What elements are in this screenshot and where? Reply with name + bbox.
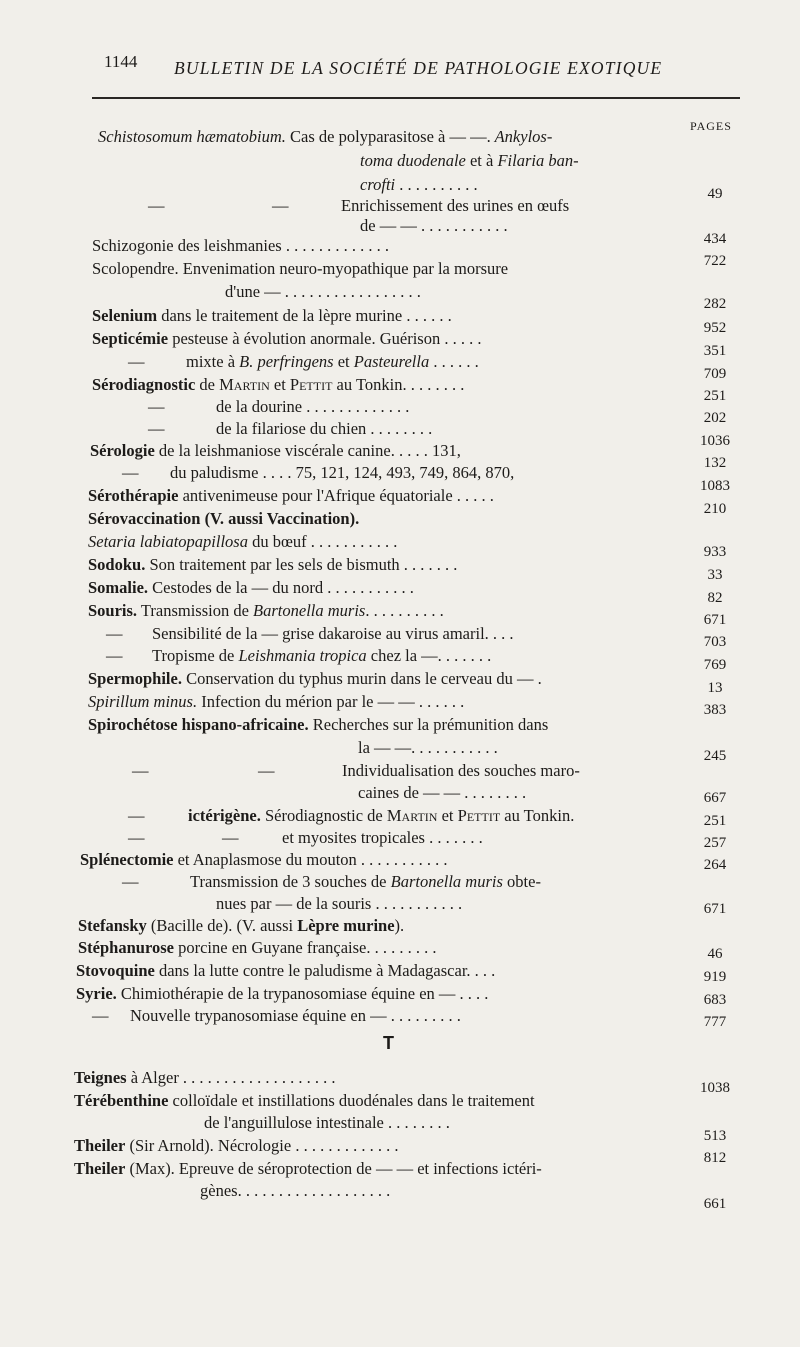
entry-line: Enrichissement des urines en œufs — [341, 196, 570, 215]
entry-line: Spirochétose hispano-africaine. Recherches sur la prémunition dans — [88, 715, 549, 734]
page-ref: 264 — [703, 857, 727, 873]
entry-dash: — — [128, 806, 145, 825]
page-ref: 82 — [707, 590, 723, 606]
entry-dash: — — [106, 646, 123, 665]
entry-dash: — — [258, 761, 275, 780]
entry-line: Somalie. Cestodes de la — du nord . . . . . . . . . . . — [88, 578, 414, 597]
entry-line: de la filariose du chien . . . . . . . . — [216, 419, 433, 438]
entry-line: Teignes à Alger . . . . . . . . . . . . . . . . . . . — [74, 1068, 336, 1087]
entry-line: Sodoku. Son traitement par les sels de bismuth . . . . . . . — [88, 555, 458, 574]
page-ref: 1036 — [700, 433, 730, 449]
pages-column-label: PAGES — [690, 119, 732, 133]
entry-line: ictérigène. Sérodiagnostic de Martin et Pettit au Tonkin. — [188, 806, 575, 825]
entry-line: Stefansky (Bacille de). (V. aussi Lèpre murine). — [78, 916, 405, 935]
page-ref: 667 — [703, 790, 727, 806]
entry-line: Theiler (Max). Epreuve de séroprotection de — — et infections ictéri- — [74, 1159, 542, 1178]
entry-line: Selenium dans le traitement de la lèpre murine . . . . . . — [92, 306, 452, 325]
page-ref: 671 — [703, 901, 727, 917]
entry-line: de l'anguillulose intestinale . . . . . . . . — [204, 1113, 450, 1132]
entry-dash: — — [92, 1006, 109, 1025]
entry-line: Stéphanurose porcine en Guyane française. . . . . . . . . — [78, 938, 437, 957]
entry-line: Individualisation des souches maro- — [342, 761, 580, 780]
page-ref: 513 — [703, 1128, 727, 1144]
entry-line: de la dourine . . . . . . . . . . . . . — [216, 397, 410, 416]
entry-line: Spirillum minus. Infection du mérion par le — — . . . . . . — [88, 692, 465, 711]
entry-line: et myosites tropicales . . . . . . . — [282, 828, 483, 847]
entry-line: crofti . . . . . . . . . . — [360, 175, 478, 194]
entry-line: toma duodenale et à Filaria ban- — [360, 151, 579, 170]
page-ref: 132 — [703, 455, 727, 471]
entry-line: Tropisme de Leishmania tropica chez la —. . . . . . . — [152, 646, 492, 665]
entry-line: Septicémie pesteuse à évolution anormale. Guérison . . . . . — [92, 329, 482, 348]
page-ref: 812 — [703, 1150, 727, 1166]
entry-line: Stovoquine dans la lutte contre le paludisme à Madagascar. . . . — [76, 961, 496, 980]
entry-dash: — — [128, 352, 145, 371]
page-ref: 245 — [703, 748, 727, 764]
page-ref: 1083 — [700, 478, 730, 494]
page-ref: 383 — [703, 702, 727, 718]
entry-dash: — — [122, 872, 139, 891]
page-ref: 46 — [707, 946, 723, 962]
page-ref: 709 — [703, 366, 727, 382]
page-ref: 33 — [707, 567, 723, 583]
entry-line: Sérovaccination (V. aussi Vaccination). — [88, 509, 360, 528]
entry-line: Térébenthine colloïdale et instillations duodénales dans le traitement — [74, 1091, 535, 1110]
page-ref: 13 — [707, 680, 723, 696]
page-ref: 671 — [703, 612, 727, 628]
entry-line: d'une — . . . . . . . . . . . . . . . . . — [225, 282, 421, 301]
entry-line: de — — . . . . . . . . . . . — [360, 216, 508, 235]
entry-line: nues par — de la souris . . . . . . . . . . . — [216, 894, 463, 913]
entry-dash: — — [122, 463, 139, 482]
page-ref: 202 — [703, 410, 727, 426]
entry-line: Sérothérapie antivenimeuse pour l'Afrique équatoriale . . . . . — [88, 486, 494, 505]
running-title: BULLETIN DE LA SOCIÉTÉ DE PATHOLOGIE EXOTIQUE — [174, 58, 663, 78]
page-ref: 251 — [703, 388, 727, 404]
entry-line: Setaria labiatopapillosa du bœuf . . . . . . . . . . . — [88, 532, 398, 551]
page-ref: 661 — [703, 1196, 727, 1212]
page-ref: 351 — [703, 343, 727, 359]
entry-line: du paludisme . . . . 75, 121, 124, 493, 749, 864, 870, — [170, 463, 515, 482]
entry-line: Sérologie de la leishmaniose viscérale canine. . . . . 131, — [90, 441, 461, 460]
entry-line: Splénectomie et Anaplasmose du mouton . . . . . . . . . . . — [80, 850, 448, 869]
page-ref: 722 — [703, 253, 727, 269]
entry-dash: — — [148, 397, 165, 416]
page-ref: 282 — [703, 296, 727, 312]
page-ref: 919 — [703, 969, 727, 985]
entry-line: Souris. Transmission de Bartonella muris. . . . . . . . . . — [88, 601, 444, 620]
page-ref: 769 — [703, 657, 727, 673]
page-ref: 777 — [703, 1014, 727, 1030]
page-ref: 251 — [703, 813, 727, 829]
page-ref: 683 — [703, 992, 727, 1008]
entry-line: Scolopendre. Envenimation neuro-myopathique par la morsure — [92, 259, 509, 278]
entry-dash: — — [272, 196, 289, 215]
entry-line: gènes. . . . . . . . . . . . . . . . . . . — [200, 1181, 391, 1200]
entry-line: Nouvelle trypanosomiase équine en — . . . . . . . . . — [130, 1006, 461, 1025]
entry-line: Sensibilité de la — grise dakaroise au virus amaril. . . . — [152, 624, 514, 643]
entry-dash: — — [132, 761, 149, 780]
entry-line: Sérodiagnostic de Martin et Pettit au Tonkin. . . . . . . . — [92, 375, 465, 394]
entry-dash: — — [222, 828, 239, 847]
page-ref: 952 — [703, 320, 727, 336]
page-ref: 257 — [703, 835, 727, 851]
page-number: 1144 — [104, 52, 138, 71]
entry-line: mixte à B. perfringens et Pasteurella . . . . . . — [186, 352, 479, 371]
entry-line: caines de — — . . . . . . . . — [358, 783, 527, 802]
page-ref: 1038 — [700, 1080, 730, 1096]
page-ref: 49 — [707, 186, 723, 202]
entry-dash: — — [148, 196, 165, 215]
header-rule — [92, 97, 740, 99]
page-ref: 434 — [703, 231, 727, 247]
entry-dash: — — [128, 828, 145, 847]
page-ref: 703 — [703, 634, 727, 650]
entry-line: Schizogonie des leishmanies . . . . . . . . . . . . . — [92, 236, 389, 255]
page-ref: 210 — [703, 501, 727, 517]
entry-line: Syrie. Chimiothérapie de la trypanosomiase équine en — . . . . — [76, 984, 489, 1003]
entry-line: Transmission de 3 souches de Bartonella muris obte- — [190, 872, 541, 891]
entry-line: la — —. . . . . . . . . . . — [358, 738, 498, 757]
section-heading-t: T — [383, 1033, 394, 1053]
page-ref: 933 — [703, 544, 727, 560]
entry-line: Spermophile. Conservation du typhus murin dans le cerveau du — . — [88, 669, 542, 688]
entry-dash: — — [106, 624, 123, 643]
entry-line: Theiler (Sir Arnold). Nécrologie . . . . . . . . . . . . . — [74, 1136, 399, 1155]
entry-dash: — — [148, 419, 165, 438]
entry-line: Schistosomum hæmatobium. Cas de polyparasitose à — —. Ankylos- — [98, 127, 553, 146]
